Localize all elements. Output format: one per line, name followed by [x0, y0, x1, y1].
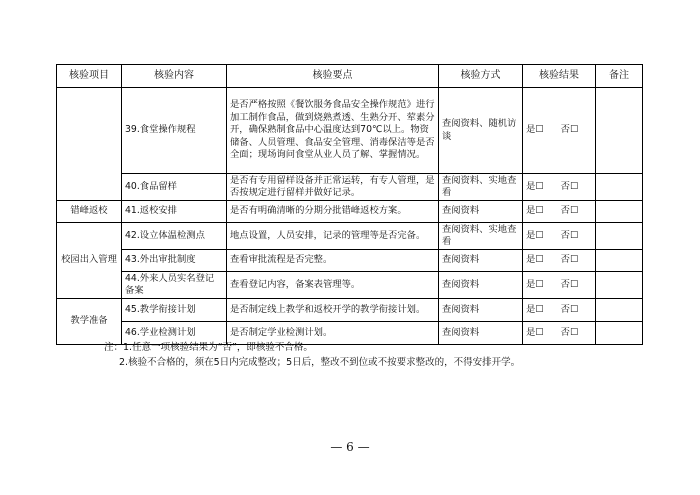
header-content: 核验内容 [122, 65, 227, 88]
remarks-cell [596, 88, 643, 174]
header-method: 核验方式 [439, 65, 523, 88]
result-cell [523, 299, 596, 322]
table-row [57, 88, 643, 174]
result-no-checkbox[interactable]: 否☐ [560, 124, 579, 136]
content-cell: 43.外出审批制度 [122, 250, 227, 272]
remarks-cell [596, 322, 643, 345]
points-cell: 查看登记内容，备案表管理等。 [227, 272, 439, 299]
result-yes-checkbox[interactable]: 是☐ [526, 254, 544, 266]
table-row [57, 223, 643, 250]
page-number: — 6 — [330, 440, 370, 454]
table-row [57, 272, 643, 299]
content-cell: 42.设立体温检测点 [122, 223, 227, 250]
method-cell: 查阅资料 [439, 322, 523, 345]
table-row [57, 174, 643, 201]
result-yes-checkbox[interactable]: 是☐ [526, 229, 544, 241]
footnote-1: 注：1.任意一项核验结果为“否”，即核验不合格。 [104, 342, 313, 353]
table-header-row [57, 65, 643, 88]
result-cell [523, 322, 596, 345]
points-cell: 是否有专用留样设备并正常运转，有专人管理，是否按规定进行留样并做好记录。 [227, 174, 439, 201]
group-cell [57, 88, 122, 201]
content-cell: 39.食堂操作规程 [122, 88, 227, 174]
group-cell: 错峰返校 [57, 201, 122, 223]
content-cell: 41.返校安排 [122, 201, 227, 223]
footnotes [104, 340, 520, 370]
points-cell: 是否严格按照《餐饮服务食品安全操作规范》进行加工制作食品，做到烧熟煮透、生熟分开、荤素分开，确保熟制食品中心温度达到70℃以上。物资储备、人员管理、食品安全管理、消毒保洁等是否全面；现场询问食堂从业人员了解、掌握情况。 [227, 88, 439, 174]
result-no-checkbox[interactable]: 否☐ [560, 278, 579, 290]
result-yes-checkbox[interactable]: 是☐ [526, 278, 544, 290]
result-no-checkbox[interactable]: 否☐ [560, 326, 579, 338]
result-no-checkbox[interactable]: 否☐ [560, 254, 579, 266]
remarks-cell [596, 272, 643, 299]
result-cell [523, 250, 596, 272]
remarks-cell [596, 299, 643, 322]
footnote-2: 2.核验不合格的，须在5日内完成整改；5日后，整改不到位或不按要求整改的，不得安排开学。 [119, 357, 521, 368]
group-cell: 校园出入管理 [57, 223, 122, 299]
result-cell [523, 201, 596, 223]
points-cell: 查看审批流程是否完整。 [227, 250, 439, 272]
result-yes-checkbox[interactable]: 是☐ [526, 180, 544, 192]
points-cell: 地点设置，人员安排，记录的管理等是否完备。 [227, 223, 439, 250]
header-remarks: 备注 [596, 65, 643, 88]
header-result: 核验结果 [523, 65, 596, 88]
result-yes-checkbox[interactable]: 是☐ [526, 326, 544, 338]
method-cell: 查阅资料 [439, 272, 523, 299]
remarks-cell [596, 174, 643, 201]
method-cell: 查阅资料 [439, 201, 523, 223]
table-row [57, 201, 643, 223]
table-row [57, 299, 643, 322]
method-cell: 查阅资料、实地查看 [439, 223, 523, 250]
result-no-checkbox[interactable]: 否☐ [560, 229, 579, 241]
result-cell [523, 272, 596, 299]
verification-table [56, 64, 643, 345]
header-item: 核验项目 [57, 65, 122, 88]
result-yes-checkbox[interactable]: 是☐ [526, 303, 544, 315]
content-cell: 44.外来人员实名登记备案 [122, 272, 227, 299]
method-cell: 查阅资料 [439, 250, 523, 272]
result-no-checkbox[interactable]: 否☐ [560, 303, 579, 315]
points-cell: 是否制定线上教学和返校开学的教学衔接计划。 [227, 299, 439, 322]
header-points: 核验要点 [227, 65, 439, 88]
content-cell: 45.教学衔接计划 [122, 299, 227, 322]
points-cell: 是否有明确清晰的分期分批错峰返校方案。 [227, 201, 439, 223]
group-cell: 教学准备 [57, 299, 122, 345]
remarks-cell [596, 201, 643, 223]
result-no-checkbox[interactable]: 否☐ [560, 205, 579, 217]
result-cell [523, 88, 596, 174]
result-cell [523, 223, 596, 250]
method-cell: 查阅资料、随机访谈 [439, 88, 523, 174]
result-no-checkbox[interactable]: 否☐ [560, 180, 579, 192]
result-yes-checkbox[interactable]: 是☐ [526, 124, 544, 136]
method-cell: 查阅资料 [439, 299, 523, 322]
result-cell [523, 174, 596, 201]
remarks-cell [596, 223, 643, 250]
result-yes-checkbox[interactable]: 是☐ [526, 205, 544, 217]
points-cell: 是否制定学业检测计划。 [227, 322, 439, 345]
remarks-cell [596, 250, 643, 272]
content-cell: 46.学业检测计划 [122, 322, 227, 345]
table-row [57, 250, 643, 272]
method-cell: 查阅资料、实地查看 [439, 174, 523, 201]
content-cell: 40.食品留样 [122, 174, 227, 201]
